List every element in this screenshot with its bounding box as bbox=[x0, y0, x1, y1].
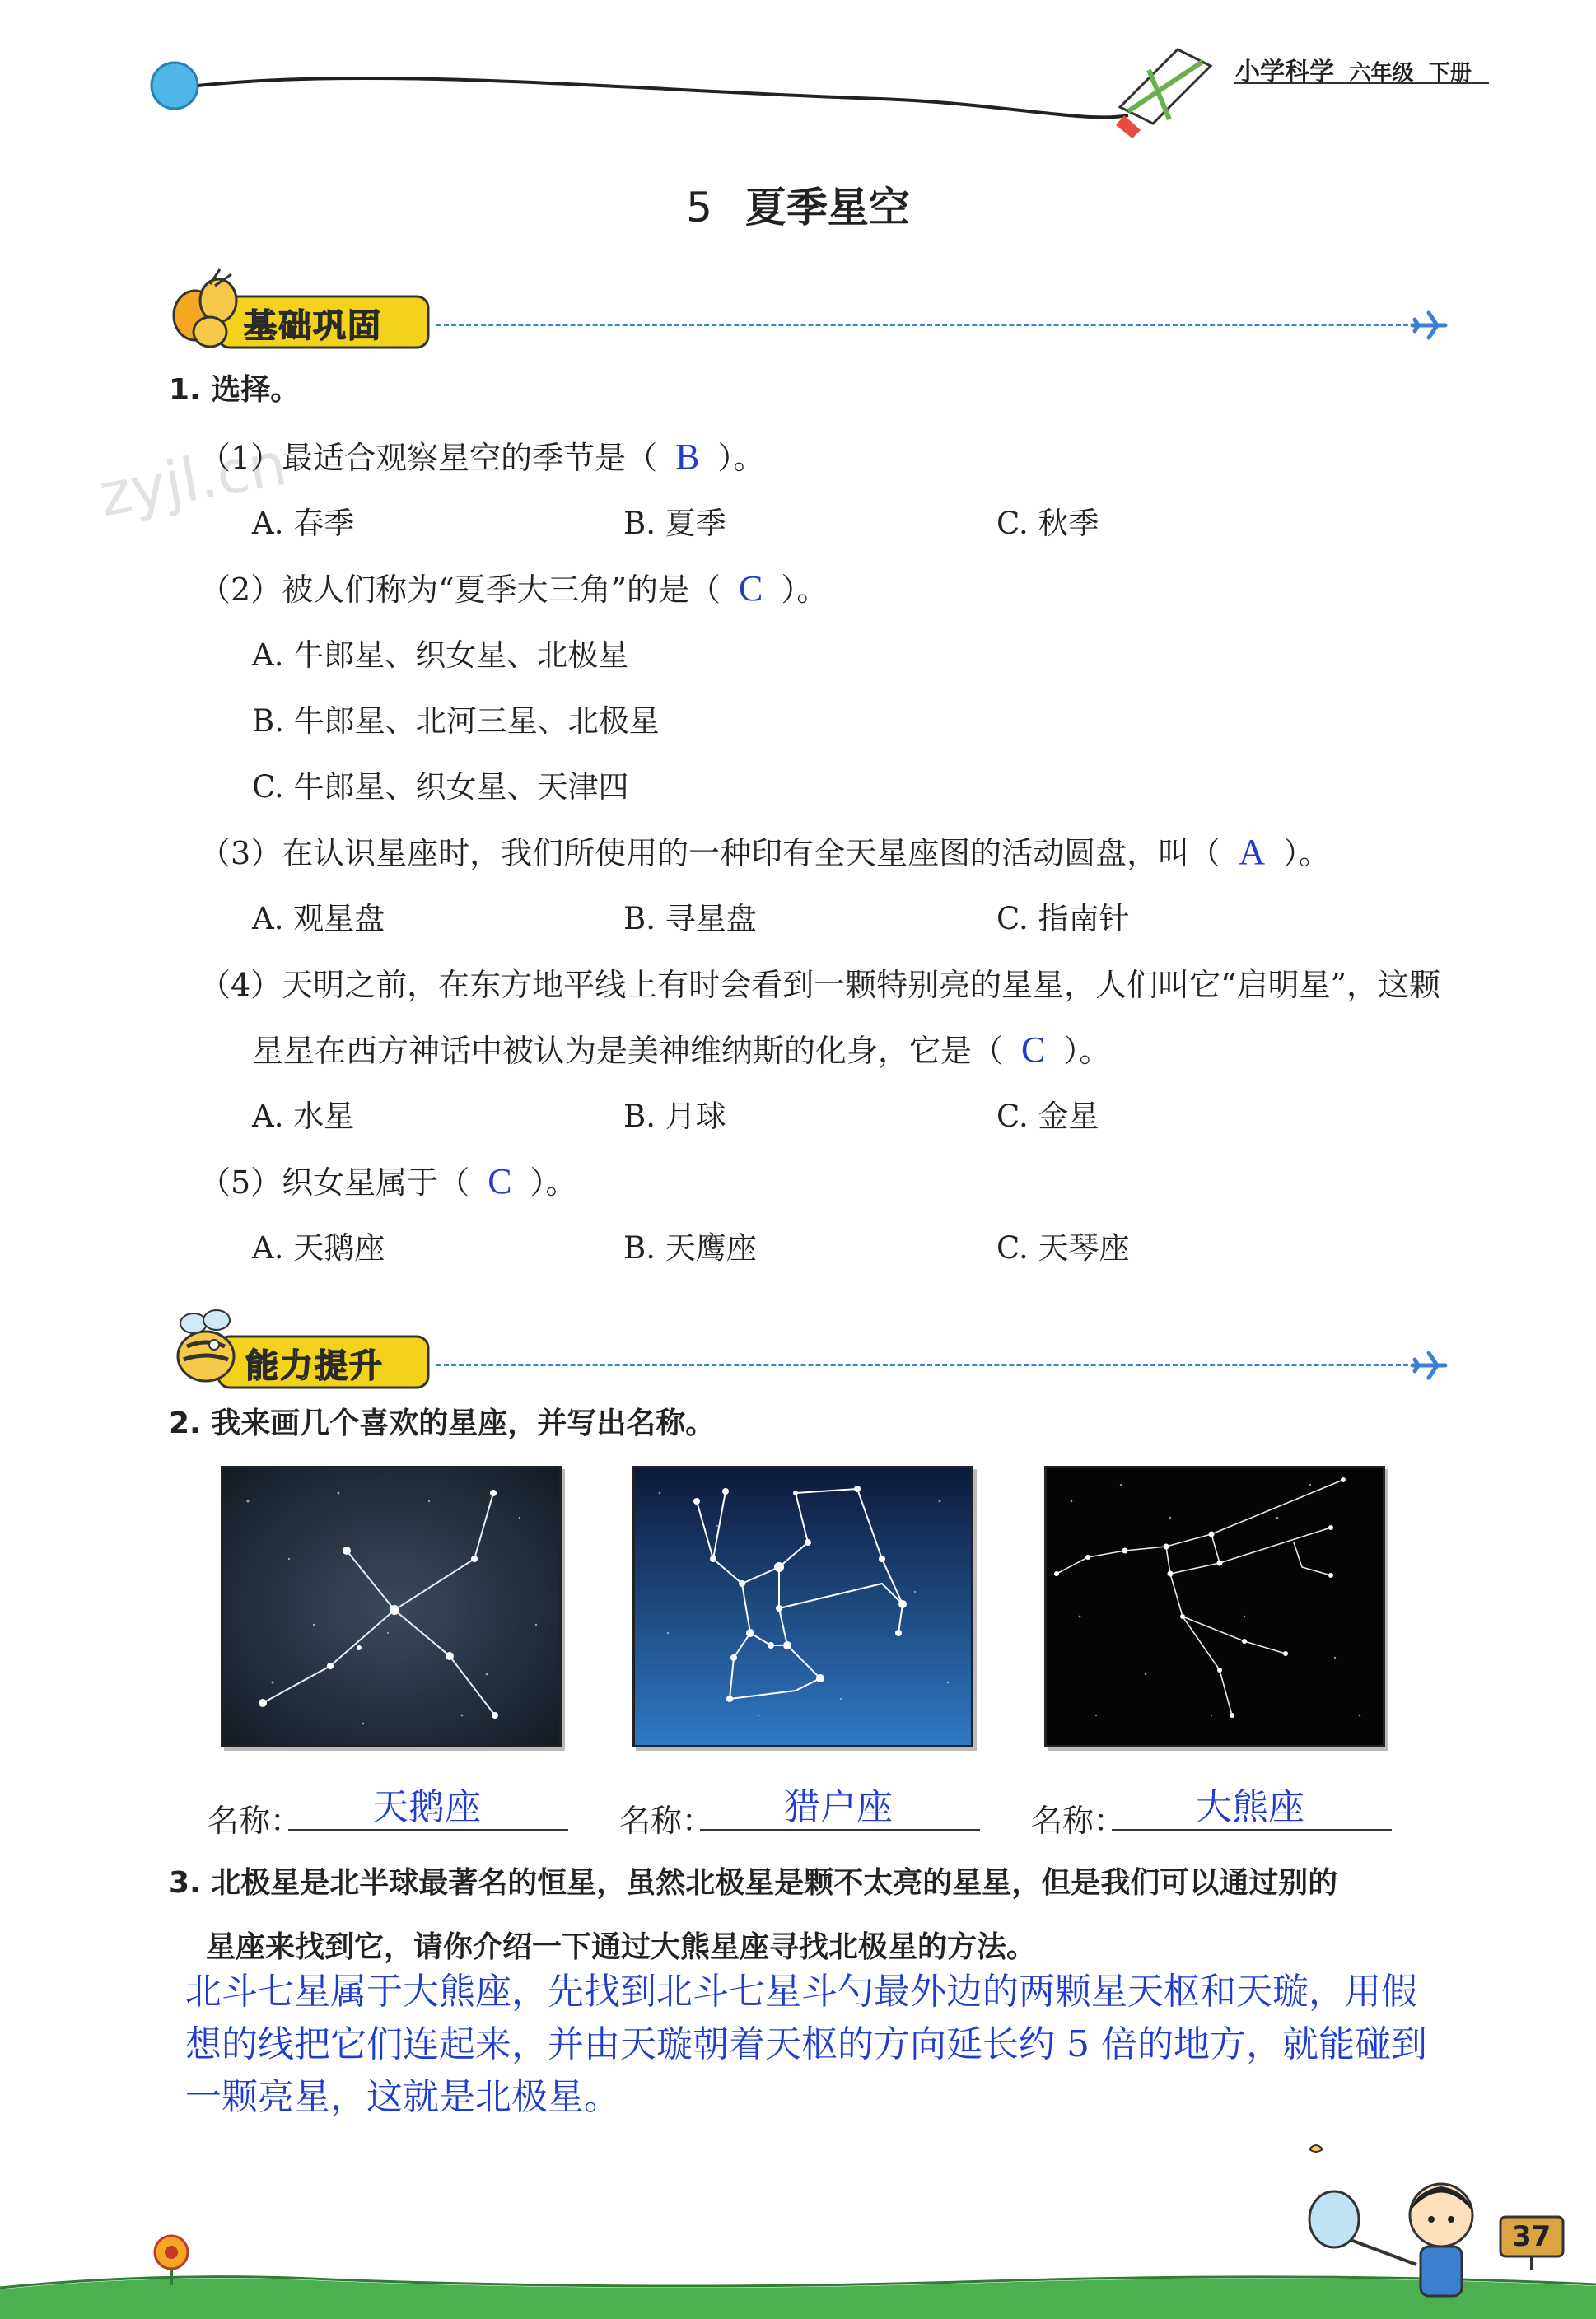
q1-5-option-a: A. 天鹅座 bbox=[252, 1230, 385, 1266]
page-title bbox=[0, 175, 1596, 234]
constellation-image-orion bbox=[632, 1466, 973, 1747]
q1-5-close: ）。 bbox=[530, 1164, 577, 1201]
question-1-1 bbox=[199, 432, 765, 478]
question-1-4-line2 bbox=[252, 1025, 1110, 1071]
lesson-title: 夏季星空 bbox=[744, 184, 910, 231]
volume-label: 下册 bbox=[1428, 61, 1472, 86]
constellation-image-cygnus bbox=[221, 1466, 562, 1747]
q1-4-answer: C bbox=[1021, 1029, 1046, 1070]
answer-3-line1: 北斗七星属于大熊座，先找到北斗七星斗勺最外边的两颗星天枢和天璇，用假 bbox=[185, 1971, 1417, 2013]
bee-icon bbox=[178, 1310, 234, 1381]
question-3-line1: 3. 北极星是北半球最著名的恒星，虽然北极星是颗不太亮的星星，但是我们可以通过别的 bbox=[169, 1866, 1338, 1900]
name-label-3: 名称： bbox=[1031, 1803, 1126, 1839]
airplane-icon bbox=[1408, 1345, 1449, 1386]
q1-3-text: （3）在认识星座时，我们所使用的一种印有全天星座图的活动圆盘，叫（ bbox=[199, 835, 1221, 871]
q1-4-option-a: A. 水星 bbox=[252, 1099, 355, 1134]
q1-2-option-b: B. 牛郎星、北河三星、北极星 bbox=[252, 703, 660, 739]
answer-name-1: 天鹅座 bbox=[372, 1786, 481, 1828]
q1-5-text: （5）织女星属于（ bbox=[199, 1164, 470, 1201]
answer-3-line2: 想的线把它们连起来，并由天璇朝着天枢的方向延长约 5 倍的地方，就能碰到 bbox=[185, 2023, 1427, 2065]
blue-ball-icon bbox=[152, 63, 198, 109]
airplane-icon bbox=[1408, 305, 1449, 346]
q1-1-answer: B bbox=[675, 436, 700, 477]
q1-3-option-b: B. 寻星盘 bbox=[623, 901, 757, 936]
question-2-stem: 2. 我来画几个喜欢的星座，并写出名称。 bbox=[169, 1407, 716, 1440]
name-label-2: 名称： bbox=[619, 1803, 714, 1839]
q1-2-option-a: A. 牛郎星、织女星、北极星 bbox=[252, 637, 629, 673]
question-1-3 bbox=[199, 828, 1330, 873]
q1-4-close: ）。 bbox=[1063, 1033, 1111, 1069]
butterfly-icon bbox=[174, 269, 236, 347]
grade-label: 六年级 bbox=[1349, 61, 1414, 86]
section-divider-basic bbox=[436, 324, 1408, 326]
book-title: 小学科学 bbox=[1235, 58, 1334, 86]
question-1-4-line1: （4）天明之前，在东方地平线上有时会看到一颗特别亮的星星，人们叫它“启明星”，这颗 bbox=[199, 967, 1441, 1003]
section-label-ability: 能力提升 bbox=[245, 1347, 384, 1385]
q1-3-option-c: C. 指南针 bbox=[996, 901, 1130, 936]
page-number: 37 bbox=[1512, 2220, 1552, 2253]
q1-3-answer: A bbox=[1239, 832, 1265, 872]
section-divider-ability bbox=[436, 1364, 1408, 1366]
answer-name-2: 猎户座 bbox=[784, 1786, 893, 1828]
girl-with-net-icon bbox=[1293, 2141, 1507, 2306]
question-3-line2: 星座来找到它，请你介绍一下通过大熊星座寻找北极星的方法。 bbox=[206, 1930, 1037, 1964]
q1-5-option-c: C. 天琴座 bbox=[996, 1230, 1130, 1266]
kite-icon bbox=[1116, 49, 1211, 138]
q1-3-close: ）。 bbox=[1282, 835, 1330, 871]
q1-4-option-c: C. 金星 bbox=[996, 1099, 1099, 1134]
watermark: zyjl.cn bbox=[94, 428, 292, 530]
question-1-2 bbox=[199, 564, 828, 609]
answer-3-line3: 一颗亮星，这就是北极星。 bbox=[185, 2076, 620, 2118]
q1-1-close: ）。 bbox=[717, 440, 765, 476]
q1-5-answer: C bbox=[488, 1161, 512, 1201]
name-label-1: 名称： bbox=[208, 1803, 302, 1839]
header-decoration bbox=[140, 33, 1235, 140]
q1-2-text: （2）被人们称为“夏季大三角”的是（ bbox=[199, 572, 721, 608]
q1-1-option-c: C. 秋季 bbox=[996, 506, 1099, 541]
q1-2-option-c: C. 牛郎星、织女星、天津四 bbox=[252, 769, 629, 805]
question-1-5 bbox=[199, 1157, 577, 1202]
q1-1-option-b: B. 夏季 bbox=[623, 506, 726, 541]
header-rule bbox=[1234, 82, 1489, 84]
question-1-stem: 1. 选择。 bbox=[169, 373, 301, 407]
q1-1-text: （1）最适合观察星空的季节是（ bbox=[199, 440, 658, 476]
q1-3-option-a: A. 观星盘 bbox=[252, 901, 385, 936]
q1-4-text: 星星在西方神话中被认为是美神维纳斯的化身，它是（ bbox=[252, 1033, 1004, 1069]
q1-2-close: ）。 bbox=[781, 572, 828, 608]
constellation-image-ursa-major bbox=[1044, 1466, 1385, 1747]
q1-1-option-a: A. 春季 bbox=[252, 506, 355, 541]
q1-2-answer: C bbox=[739, 568, 763, 609]
answer-name-3: 大熊座 bbox=[1196, 1786, 1304, 1828]
q1-5-option-b: B. 天鹰座 bbox=[623, 1230, 757, 1266]
section-label-basic: 基础巩固 bbox=[244, 307, 382, 345]
lesson-number: 5 bbox=[686, 184, 712, 231]
q1-4-option-b: B. 月球 bbox=[623, 1099, 726, 1134]
